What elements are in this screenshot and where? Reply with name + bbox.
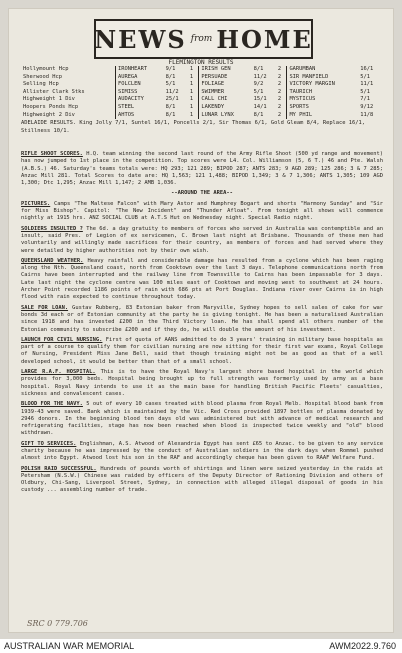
rifle-section [21, 151, 383, 187]
results-cell: 8/1 [165, 73, 176, 80]
pictures-title: PICTURES. [21, 200, 51, 207]
sale-title: SALE FOR LOAN. [21, 304, 69, 311]
adelaide-results: ADELAIDE RESULTS. King Jolly 7/1, Suntel 16/1, Poncells 2/1, Sir Thomas 6/1, Gold Gleam 8/4, Replace 16/1, Stillness 10/1. [21, 120, 366, 134]
results-cell: 9/1 [165, 66, 176, 72]
results-table [21, 66, 383, 119]
results-row [21, 96, 383, 104]
soldiers-title: SOLDIERS INSULTED ? [21, 225, 83, 232]
masthead-from: from [190, 34, 213, 44]
results-cell: IRONHEART [117, 66, 148, 72]
results-cell: 5/1 [360, 73, 370, 80]
results-cell: 15/1 [253, 96, 267, 103]
results-cell: Selling Hcp [21, 81, 115, 89]
results-row [21, 66, 383, 74]
masthead [94, 19, 313, 59]
results-cell: SIMISS [117, 88, 138, 95]
soldiers-section [21, 226, 383, 255]
polish-title: POLISH RAID SUCCESSFUL. [21, 465, 97, 472]
results-cell: Allister Clark Stks [21, 89, 115, 97]
results-cell: Highweight 1 Div [21, 96, 115, 104]
results-cell: GARUMBAN [289, 66, 316, 72]
results-cell: 9/2 [253, 81, 264, 88]
results-row [21, 112, 383, 120]
results-cell: AHTOS [117, 111, 135, 118]
results-cell: CALL CHI [201, 96, 228, 103]
results-cell: 1 [188, 66, 199, 74]
sale-text: Gustav Rubberg, 83 Estonian baker from Maryville, Sydney hopes to sell sales of cake for war bonds 3d each or of Estonian community at the party he is giving tonight. He has been a naturalised Australian since 1918 and has invested £200 in the Third Victory loan. He has shall spend all others number of the Estonian community to subscribe £200 and if they do, he will double the amount of his investment. [21, 304, 384, 333]
results-row [21, 81, 383, 89]
masthead-home: HOME [216, 24, 313, 54]
blood-section [21, 401, 383, 437]
results-block [21, 66, 383, 135]
results-cell: 2 [276, 66, 287, 74]
hospital-section [21, 369, 383, 398]
results-cell: Hollymount Hcp [21, 66, 115, 74]
results-cell: 11/2 [165, 88, 179, 95]
results-cell: 1 [188, 89, 199, 97]
soldiers-text: The 6d. a day gratuity to members of forces who served in Australia was contemptible and an insult, said Pres. of Legion of ex servicemen, C. Brown last night at Brisbane. Thousands of these men had voluntarily and willingly made sacrifices for their country, as members of forces and had served where they were detailed by higher authorities not by their own wish. [21, 225, 383, 254]
results-cell: LAKENDY [201, 103, 225, 110]
results-cell: 11/1 [360, 81, 374, 88]
weather-text: Heavy rainfall and considerable damage has resulted from a cyclone which has been raging along the Nth. Queensland coast, north from Cooktown over the last 3 days. Telephone communications north from Cairns have been interrupted and the railway line from Townsville to Cairns has been impassable for 3 days. Late last night the cyclone centre was 100 miles east of Cooktown and moving west to southwest at 24 hours. Archer Point recorded 1186 points of rain with 686 pts at Port Douglas. Indiana river over Cairns is in high flood with rain expected to continue throughout today. [21, 257, 383, 301]
blood-title: BLOOD FOR THE NAVY. [21, 401, 83, 408]
results-cell: 8/1 [165, 111, 176, 118]
hospital-text: This is to have the Royal Navy's largest shore based hospital in the world which provides for 3,000 beds. Hospital being brought up to full strength was formerly used by army as a base hospital. Royal Navy intends to use it as the main base for handling British Pacific Fleets' casualties, sickness and convalescent cases. [21, 369, 384, 397]
results-cell: 5/1 [253, 88, 264, 95]
results-row [21, 104, 383, 112]
results-cell: 11/2 [253, 73, 267, 80]
sale-section [21, 305, 383, 334]
pictures-section [21, 201, 383, 223]
results-cell: Highweight 2 Div [21, 112, 115, 120]
results-cell: 2 [276, 74, 287, 82]
results-cell: 2 [276, 96, 287, 104]
results-cell: SWIMMER [201, 88, 225, 95]
results-cell: 5/1 [360, 88, 370, 95]
footer-institution: AUSTRALIAN WAR MEMORIAL [4, 641, 135, 651]
results-cell: VICTORY MARGIN [289, 81, 335, 88]
results-cell: LUNAR LYNX [201, 111, 234, 118]
results-cell: 5/1 [165, 81, 176, 88]
results-cell: 1 [188, 74, 199, 82]
results-cell: 2 [276, 81, 287, 89]
results-cell: AUDACITY [117, 96, 144, 103]
rifle-title: RIFLE SHOOT SCORES. [21, 151, 83, 157]
polish-section [21, 466, 383, 495]
results-cell: Hoopers Ponds Hcp [21, 104, 115, 112]
medicine-text: First of quota of AANS admitted to do 3 years' training in military base hospitals as part of a course to qualify them for civilian nursing are now sitting for their first war exams, Royal College of Nursing, President Miss Jane Bell, said that though training might not be as good as that of a well developed school, it would be better than that of a small school. [21, 336, 383, 365]
gift-text: Englishman, A.S. Atwood of Alexandria Egypt has sent £65 to Anzac. to be given to any service charity because he was impressed by the conduct of Australian soldiers in the dark days when Rommel pushed almost into Egypt. Atwood lost his son in the RAF and accordingly cheque has been given to RAAF Welfare Fund. [21, 440, 383, 462]
around-title: --AROUND THE AREA-- [171, 190, 233, 197]
gift-section [21, 441, 383, 463]
results-cell: 1 [188, 104, 199, 112]
results-cell: STEEL [117, 103, 135, 110]
results-cell: 25/1 [165, 96, 179, 103]
results-cell: 8/1 [165, 103, 176, 110]
results-cell: 7/1 [360, 96, 370, 103]
results-cell: AUREGA [117, 73, 138, 80]
results-cell: PERSUADE [201, 73, 228, 80]
hospital-title: LARGE R.A.F. HOSPITAL. [21, 369, 96, 376]
results-cell: 14/1 [253, 103, 267, 110]
results-cell: 16/1 [360, 66, 374, 72]
results-cell: MYSTICUS [289, 96, 316, 103]
results-cell: 1 [188, 81, 199, 89]
blood-text: 5 out of every 10 cases treated with blood plasma from Royal Melb. Hospital blood bank from 1939-43 were saved. Bank which is maintained by the Vic. Red Cross provided 1897 bottles of plasma donated by 2946 donors. In the beginning blood ten days old was administered but with advance of medical research and refrigerating facilities, stage has now been reached when blood is inspected twice weekly and "old" blood withdrawn. [21, 401, 384, 437]
results-cell: 2 [276, 112, 287, 120]
masthead-news: NEWS [94, 24, 187, 54]
results-cell: 8/1 [253, 66, 264, 72]
rifle-text: H.Q. team winning the second last round of the Army Rifle Shoot (500 yd range and movement) has now jumped to 1st place in the competition. Top scores were L4. Col. Williamson (5, 6 T.) 46 and Pte. Walsh (A.B.S.) 46. Saturday's teams totals were: HQ 293; 121 289; BIPOD 287; ANTS 283; 9 AGD 289; 125 286; 3 & 7 285; Anzac Mill 281. Total Scores to date are: HQ 1,563; 121 1,488; BIPOD 1,349; 3 & 7 1,306; ANTS 1,305; 109 AGD 1,300; Dtc 1,295; Anzac Mill 1,147; 2 AMB 1,036. [21, 151, 383, 187]
results-cell: MY PHIL [289, 111, 313, 118]
archive-footer [0, 639, 402, 653]
results-cell: 9/12 [360, 103, 374, 110]
weather-section [21, 258, 383, 302]
results-cell: 8/1 [253, 111, 264, 118]
results-cell: Sherwood Hcp [21, 74, 115, 82]
newsletter-page [9, 9, 393, 632]
results-row [21, 89, 383, 97]
results-cell: FOLCLEN [117, 81, 141, 88]
results-cell: 11/8 [360, 111, 374, 118]
gift-title: GIFT TO SERVICES. [21, 440, 77, 447]
polish-text: Hundreds of pounds worth of shirtings and linen were seized yesterday in the raids at Petersham (N.S.W.) Chinese was raided by officers of the Deputy Director of Rationing Division and others of Oldbury, Chi-Sang, Liverpool Street, Sydney, in connection with alleged illegal disposal of goods in his custody ... assembling number of trade. [21, 465, 383, 494]
results-cell: FOLIAGE [201, 81, 225, 88]
results-cell: TAURICH [289, 88, 313, 95]
medicine-section [21, 337, 383, 366]
results-title: FLEMINGTON RESULTS [168, 59, 234, 66]
pictures-text: Camps "The Maltese Falcon" with Mary Astor and Humphrey Bogart and shorts "Harmony Sunday" and "Sir for Miss Bishop". Capitol: "The New Incident" and "Thunder Afloat". From tonight all shows will commence nightly at 1915 hrs. ANZ SOCIAL CLUB at A.T.S Hut on Wednesday night. Special Radio night. [21, 200, 383, 222]
footer-accession-number: AWM2022.9.760 [329, 641, 396, 651]
results-cell: 1 [188, 96, 199, 104]
results-cell: 2 [276, 104, 287, 112]
results-cell: SIR MANFIELD [289, 73, 329, 80]
results-cell: SPORTS [289, 103, 309, 110]
news-body [21, 151, 383, 498]
results-cell: IRISH GEN [201, 66, 231, 72]
weather-title: QUEENSLAND WEATHER. [21, 257, 84, 264]
results-row [21, 74, 383, 82]
results-cell: 2 [276, 89, 287, 97]
medicine-title: LAUNCH FOR CIVIL NURSING. [21, 336, 103, 343]
handwritten-catalogue-number: SRC 0 779.706 [27, 619, 88, 628]
results-cell: 1 [188, 112, 199, 120]
